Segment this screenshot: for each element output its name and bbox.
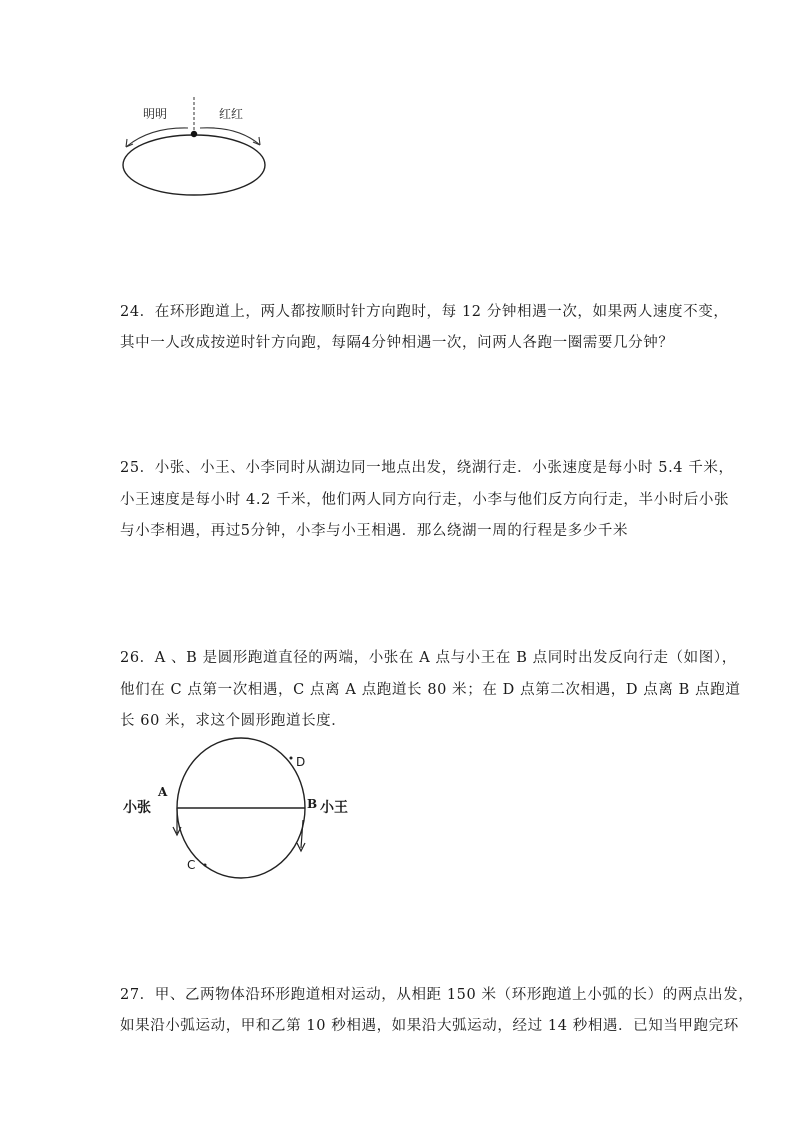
q27-line-1: 27．甲、乙两物体沿环形跑道相对运动，从相距 150 米（环形跑道上小弧的长）的两点出发， — [120, 987, 754, 1003]
start-point — [191, 131, 197, 137]
point-d-label: D — [296, 755, 306, 769]
track-ellipse — [123, 135, 265, 195]
q24-line-1: 24．在环形跑道上，两人都按顺时针方向跑时，每 12 分钟相遇一次，如果两人速度不变， — [120, 304, 729, 320]
left-arrow-arc — [126, 128, 188, 147]
right-arrow-arc — [200, 128, 260, 145]
q26-line-2: 他们在 C 点第一次相遇，C 点离 A 点跑道长 80 米；在 D 点第二次相遇，D 点离 B 点跑道 — [120, 682, 741, 698]
q25-line-2: 小王速度是每小时 4.2 千米，他们两人同方向行走，小李与他们反方向行走，半小时后小张 — [120, 492, 730, 508]
q24-line-2: 其中一人改成按逆时针方向跑，每隔4分钟相遇一次，问两人各跑一圈需要几分钟？ — [120, 335, 674, 351]
q26-line-1: 26．A 、B 是圆形跑道直径的两端，小张在 A 点与小王在 B 点同时出发反向行走（如图）， — [120, 650, 737, 666]
track-figure-2 — [115, 735, 365, 885]
point-b-label: B — [307, 797, 318, 811]
point-c-dot — [204, 864, 207, 867]
track-figure-1 — [110, 95, 280, 200]
runner-label-right: 红红 — [219, 107, 244, 121]
q26-line-3: 长 60 米，求这个圆形跑道长度． — [120, 713, 347, 729]
runner-label-left: 明明 — [143, 107, 168, 121]
point-d-dot — [290, 757, 293, 760]
q25-line-3: 与小李相遇，再过5分钟，小李与小王相遇．那么绕湖一周的行程是多少千米 — [120, 523, 629, 539]
point-a-label: A — [158, 785, 168, 799]
point-c-label: C — [187, 858, 196, 872]
person-label-xiaowang: 小王 — [320, 800, 348, 816]
person-label-xiaozhang: 小张 — [123, 800, 151, 816]
track-diagram-1 — [110, 95, 280, 200]
q25-line-1: 25．小张、小王、小李同时从湖边同一地点出发，绕湖行走．小张速度是每小时 5.4 千米， — [120, 460, 734, 476]
q27-line-2: 如果沿小弧运动，甲和乙第 10 秒相遇，如果沿大弧运动，经过 14 秒相遇．已知当甲跑完环 — [120, 1018, 739, 1034]
